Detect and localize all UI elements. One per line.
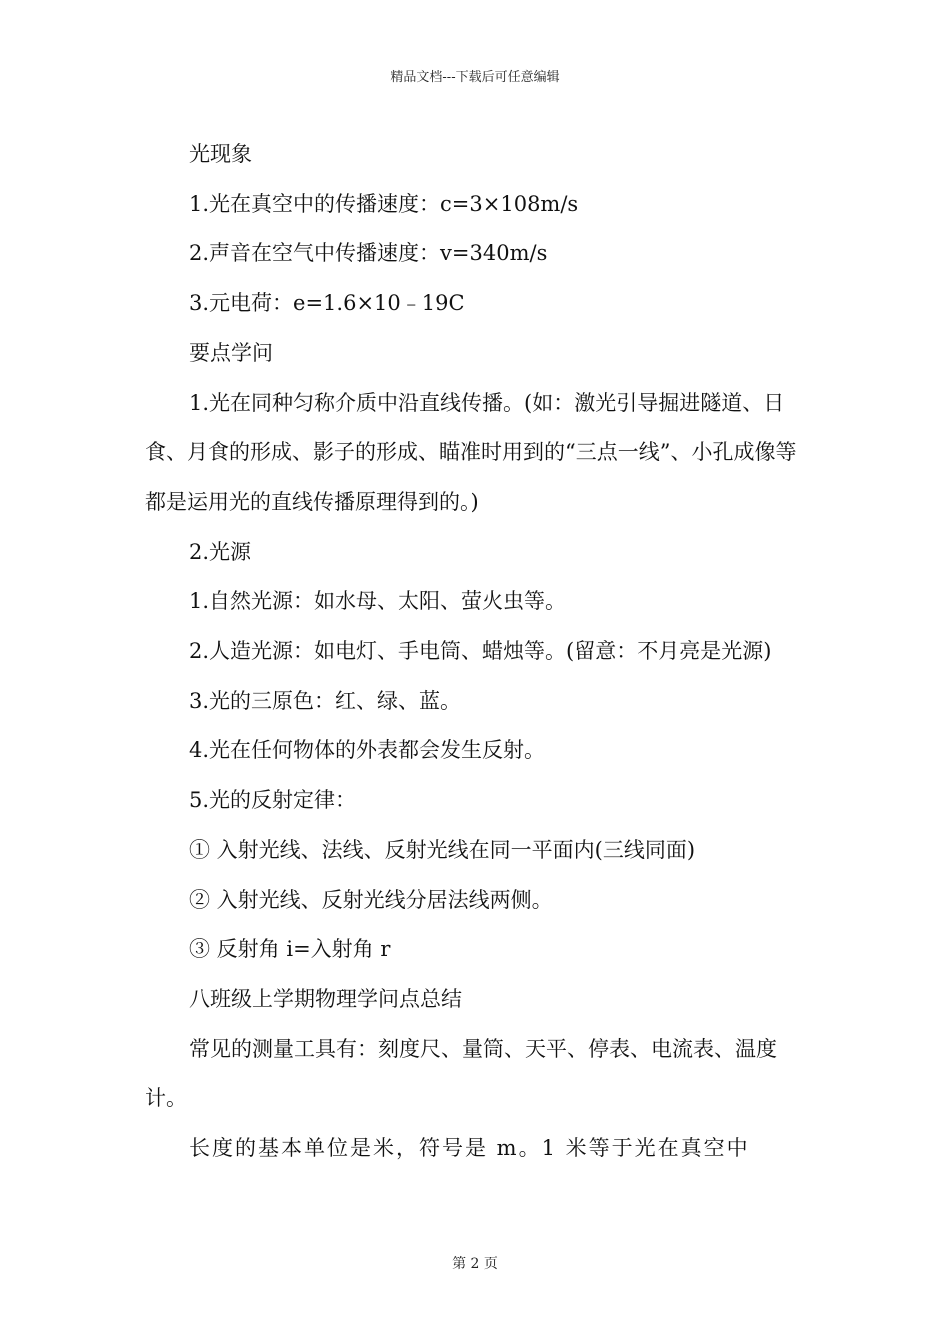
paragraph: 长度的基本单位是米，符号是 m。1 米等于光在真空中 <box>189 1136 750 1161</box>
section-title-key-points: 要点学问 <box>189 340 273 365</box>
section-title-summary: 八班级上学期物理学问点总结 <box>189 986 462 1011</box>
paragraph: 1.光在同种匀称介质中沿直线传播。(如：激光引导掘进隧道、日食、月食的形成、影子的形成、瞄准时用到的“三点一线”、小孔成像等都是运用光的直线传播原理得到的。) <box>145 390 797 514</box>
page-number: 第 2 页 <box>452 1256 498 1272</box>
paragraph: 3.光的三原色：红、绿、蓝。 <box>189 688 462 713</box>
paragraph: 3.元电荷：e=1.6×10﹣19C <box>189 291 465 316</box>
paragraph: 1.光在真空中的传播速度：c=3×108m/s <box>189 191 579 216</box>
list-item: ③ 反射角 i=入射角 r <box>189 937 391 962</box>
paragraph: 2.人造光源：如电灯、手电筒、蜡烛等。(留意：不月亮是光源) <box>189 639 772 664</box>
paragraph: 2.声音在空气中传播速度：v=340m/s <box>189 241 548 266</box>
paragraph: 常见的测量工具有：刻度尺、量筒、天平、停表、电流表、温度计。 <box>145 1036 777 1111</box>
paragraph: 1.自然光源：如水母、太阳、萤火虫等。 <box>189 589 567 614</box>
list-item: ① 入射光线、法线、反射光线在同一平面内(三线同面) <box>189 837 696 862</box>
document-body <box>145 130 810 1174</box>
list-item: ② 入射光线、反射光线分居法线两侧。 <box>189 887 553 912</box>
section-title-light: 光现象 <box>189 142 252 166</box>
paragraph: 4.光在任何物体的外表都会发生反射。 <box>189 738 546 763</box>
paragraph: 2.光源 <box>189 539 252 564</box>
page-header: 精品文档---下载后可任意编辑 <box>390 70 560 85</box>
paragraph: 5.光的反射定律： <box>189 788 357 813</box>
